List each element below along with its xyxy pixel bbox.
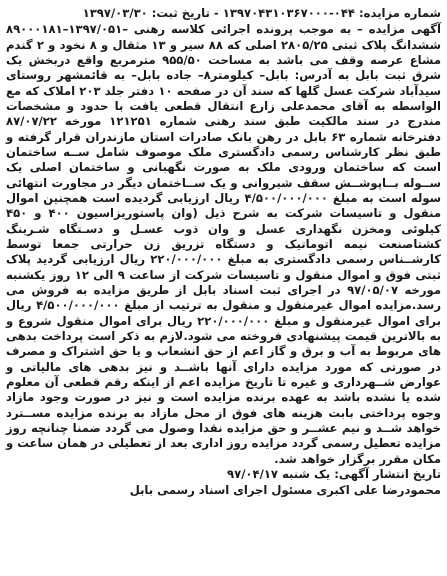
publication-date: تاریخ انتشار آگهی: یک شنبه ۹۷/۰۴/۱۷ (227, 467, 441, 482)
auction-number-header: شماره مزایده: ۰۴۴-۱۳۹۷۰۴۳۱۰۳۶۷۰۰۰ - تاریخ ثبت: ۱۳۹۷/۰۳/۳۰ (82, 6, 441, 20)
official-signature: محمودرضا علی اکبری مسئول اجرای اسناد رسمی بابل (129, 482, 441, 497)
auction-notice-body: آگهی مزایده – به موجب پرونده اجرائی کلاسه رهنی –۱۳۹۷/۰۵۱–۸۹۰۰۰۱۸۱ ششدانگ پلاک ثبتی ۲۸۰۵/۲۵ اصلی که ۸۸ سیر و ۱۳ مثقال و ۸ نخود و ۲ گندم مشاع عرصه وقف می باشد به مساحت ۹۵۵/۵۰ مترمربع واقع دربخش یک شرق ثبت بابل به آدرس: بابل– کیلومتر۸– جاده بابل– به قائمشهر روستای سیدآباد شرکت عسل گلها که سند آن در صفحه ۱۰ دفتر جلد ۲۰۳ املاک که مع الواسطه به آقای محمدعلی زارع انتقال قطعی یافت با حدود و مشخصات مندرج در سند مالکیت طبق سند رهنی شماره ۱۲۱۲۵۱ مورخه ۸۷/۰۷/۲۲ دفترخانه شماره ۶۳ بابل در رهن بانک صادرات استان مازندران قرار گرفته و طبق نظر کارشناس رسمی دادگستری ملک موصوف شامل ســه ساختمان است که ساختمان ورودی ملک به صورت نگهبانی و ساختمان اصلی یک ســوله بــاپوشــش سقف شیروانی و یک ســاختمان دیگر در مجاورت انتهائی سوله است به مبلغ ۴/۵۰۰/۰۰۰/۰۰۰ ریال ارزیابی گردیده است همچنین اموال منقول و تاسیسات شرکت به شرح ذیل (وان پاستوریزاسیون ۴۰۰ و ۴۵۰ کیلوئی ومخزن نگهداری عسل و وان ذوب عسـل و دسـتگاه شـرینگ کشتاصنعت نیمه اتوماتیک و دستگاه تزریق زن حرارتی جمعا توسط کارشــناس رسمی دادگستری به مبلغ ۲۲۰/۰۰۰/۰۰۰ ریال ارزیابی گردید پلاک ثبتی فوق و اموال منقول و تاسیسات شرکت از ساعت ۹ الی ۱۲ روز یکشنبه مورخه ۹۷/۰۵/۰۷ در اجرای ثبت اسناد بابل از طریق مزایده به فروش می رسد.مزایده اموال غیرمنقول و منقول به ترتیب از مبلغ ۴/۵۰۰/۰۰۰/۰۰۰ ریال برای اموال غیرمنقول و مبلغ ۲۲۰/۰۰۰/۰۰۰ ریال برای اموال منقول شروع و به بالاترین قیمت پیشنهادی فروخته می شود.لازم به ذکر است پرداخت بدهی های مربوط به آب و برق و گاز اعم از حق انشعاب و یا حق اشتراک و مصرف در صورتی که مورد مزایده دارای آنها باشــد و نیز بدهی های مالیاتی و عوارض شــهرداری و غیره تا تاریخ مزایده اعم از اینکه رقم قطعی آن معلوم شده یا نشده باشد به عهده برنده مزایده است و نیز در صورت وجود مازاد وجوه پرداختی بابت هزینه های فوق از محل مازاد به برنده مزایده مســترد خواهد شــد و نیم عشــر و حق مزایده نقدا وصول می گردد ضمنا چنانچه روز مزایده تعطیل رسمی گردد مزایده روز اداری بعد از تعطیلی در همان ساعت و مکان مقرر برگزار خواهد شد. (6, 22, 442, 466)
